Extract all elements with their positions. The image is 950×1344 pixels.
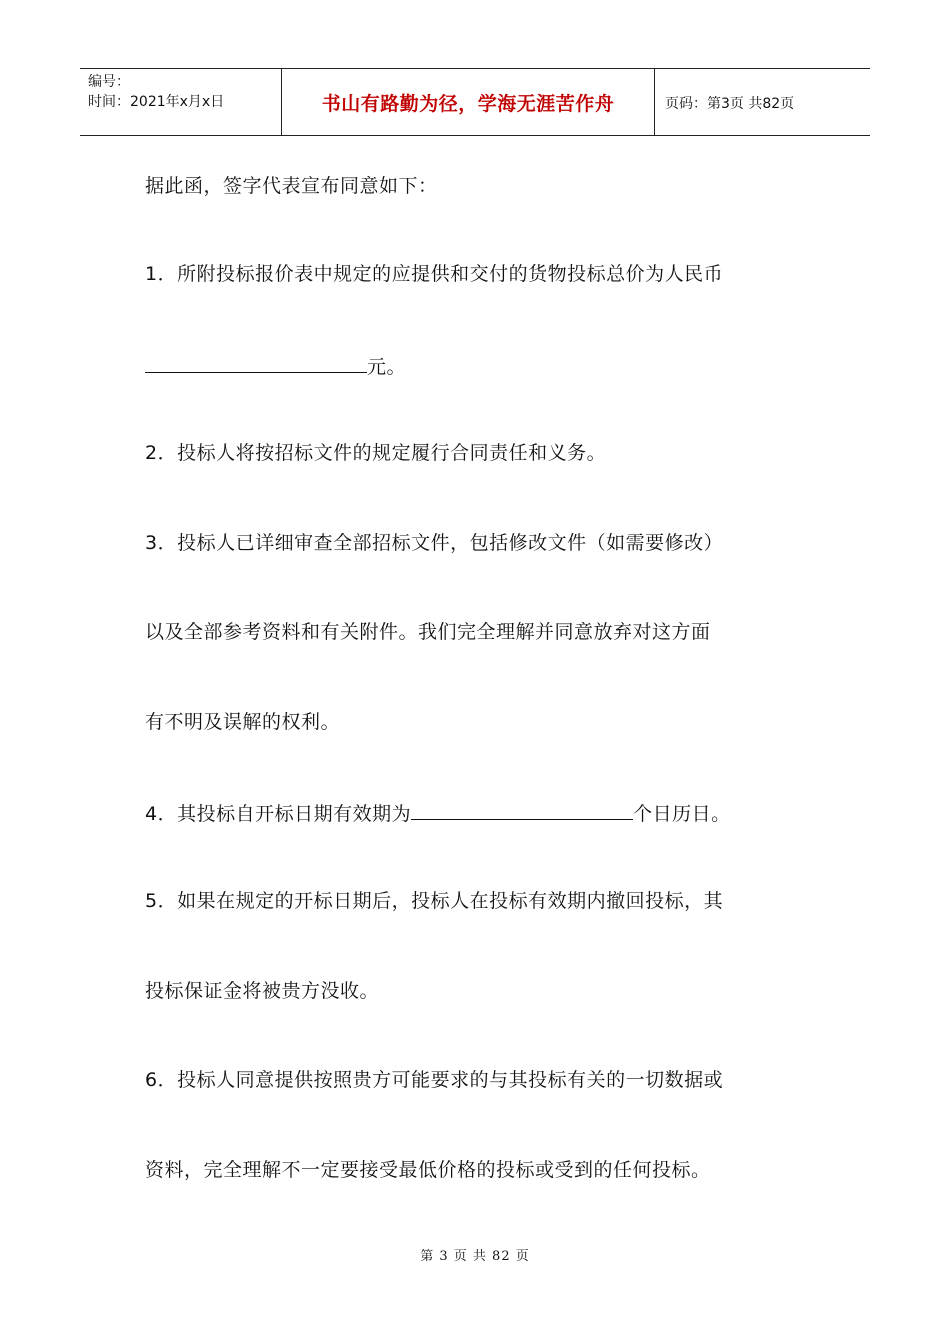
clause-6-line-2: 资料，完全理解不一定要接受最低价格的投标或受到的任何投标。	[145, 1159, 711, 1181]
clause-5-line-1: 5．如果在规定的开标日期后，投标人在投标有效期内撤回投标，其	[145, 890, 724, 912]
intro-paragraph: 据此函，签字代表宣布同意如下：	[145, 175, 438, 197]
clause-3-line-2: 以及全部参考资料和有关附件。我们完全理解并同意放弃对这方面	[145, 621, 711, 643]
clause-4-line-1	[145, 797, 731, 828]
clause-1-line-2	[145, 350, 406, 381]
document-date: 时间：2021年x月x日	[88, 94, 225, 110]
clause-3-line-3: 有不明及误解的权利。	[145, 711, 341, 733]
page-header	[80, 68, 870, 136]
page-footer: 第 3 页 共 82 页	[420, 1249, 530, 1264]
header-meta	[80, 69, 282, 135]
clause-4-suffix: 个日历日。	[633, 803, 731, 825]
clause-6-line-1: 6．投标人同意提供按照贵方可能要求的与其投标有关的一切数据或	[145, 1069, 724, 1091]
validity-days-blank	[411, 797, 633, 820]
clause-1-suffix: 元。	[367, 356, 407, 378]
header-page-info: 页码：第3页 共82页	[665, 96, 795, 112]
amount-blank	[145, 350, 367, 373]
clause-1-line-1: 1．所附投标报价表中规定的应提供和交付的货物投标总价为人民币	[145, 263, 724, 285]
header-motto: 书山有路勤为径，学海无涯苦作舟	[282, 69, 655, 135]
clause-5-line-2: 投标保证金将被贵方没收。	[145, 980, 380, 1002]
document-number-label: 编号：	[88, 74, 130, 90]
clause-3-line-1: 3．投标人已详细审查全部招标文件，包括修改文件（如需要修改）	[145, 532, 724, 554]
clause-2-line-1: 2．投标人将按招标文件的规定履行合同责任和义务。	[145, 442, 607, 464]
clause-4-prefix: 4．其投标自开标日期有效期为	[145, 803, 412, 825]
